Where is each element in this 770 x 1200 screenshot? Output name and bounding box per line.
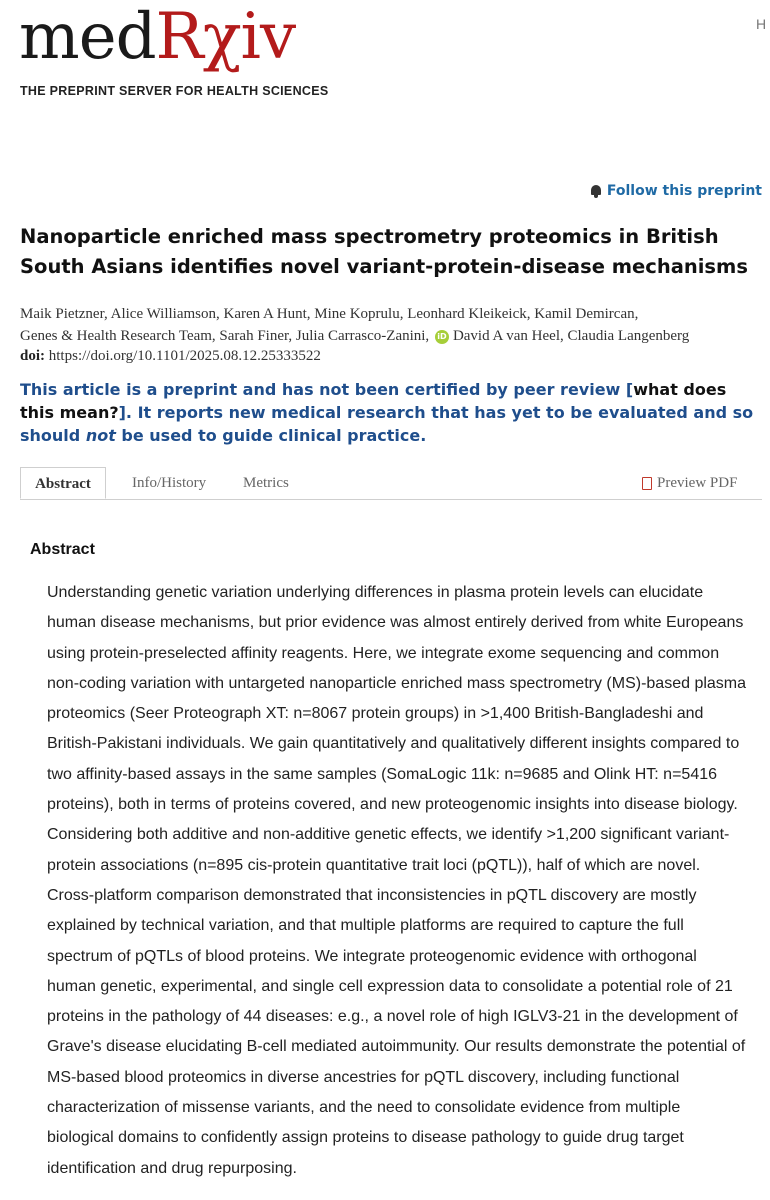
preview-pdf-link[interactable] (642, 467, 737, 499)
bell-icon (590, 184, 602, 198)
notice-part2: ]. It reports new medical research that has yet to be evaluated and so should (20, 403, 754, 445)
doi-row (20, 348, 321, 365)
doi-label: doi: (20, 348, 46, 364)
what-does-this-mean-link[interactable]: what does this mean? (20, 380, 727, 422)
site-tagline: THE PREPRINT SERVER FOR HEALTH SCIENCES (20, 84, 329, 98)
header-nav-link[interactable]: H (756, 16, 767, 32)
tab-info-history[interactable]: Info/History (132, 475, 207, 491)
notice-part1: This article is a preprint and has not been certified by peer review [ (20, 380, 634, 399)
notice-emphasis: not (85, 426, 116, 445)
logo-med: med (19, 0, 156, 74)
medrxiv-logo[interactable] (19, 2, 295, 72)
authors-line-2 (20, 325, 760, 347)
doi-link[interactable]: https://doi.org/10.1101/2025.08.12.25333522 (48, 348, 321, 364)
abstract-heading: Abstract (30, 541, 95, 558)
orcid-icon[interactable]: iD (435, 330, 449, 344)
tab-metrics[interactable]: Metrics (243, 475, 289, 491)
notice-part3: be used to guide clinical practice. (115, 426, 427, 445)
abstract-text: Understanding genetic variation underlying differences in plasma protein levels can elucidate human disease mechanisms, but prior evidence was almost entirely derived from white Europeans using protein-preselected affinity reagents. Here, we integrate exome sequencing and common non-coding variation with untargeted nanoparticle enriched mass spectrometry (MS)-based plasma proteomics (Seer Proteograph XT: n=8067 protein groups) in >1,400 British-Bangladeshi and British-Pakistani individuals. We gain quantitatively and qualitatively different insights compared to two affinity-based assays in the same samples (SomaLogic 11k: n=9685 and Olink HT: n=5416 proteins), both in terms of proteins covered, and new proteogenomic insights into disease biology. Considering both additive and non-additive genetic effects, we identify >1,200 significant variant-protein associations (n=895 cis-protein quantitative trait loci (pQTL)), half of which are novel. Cross-platform comparison demonstrated that inconsistencies in pQTL discovery are mostly explained by technical variation, and that multiple platforms are required to capture the full spectrum of pQTLs of blood proteins. We integrate proteogenomic evidence with orthogonal human genetic, experimental, and single cell expression data to consolidate a potential role of 21 proteins in the pathology of 44 diseases: e.g., a novel role of high IGLV3-21 in the development of Grave's disease elucidating B-cell mediated autoimmunity. Our results demonstrate the potential of MS-based blood proteomics in diverse ancestries for pQTL discovery, including functional characterization of missense variants, and the need to consolidate evidence from multiple biological domains to confidently assign proteins to disease pathology to guide drug target identification and drug repurposing. (47, 584, 747, 1177)
article-title: Nanoparticle enriched mass spectrometry proteomics in British South Asians identifies novel variant-protein-disease mechanisms (20, 225, 748, 278)
pdf-icon (642, 477, 652, 490)
authors-line-2a: Genes & Health Research Team, Sarah Finer, Julia Carrasco-Zanini, (20, 328, 430, 344)
preview-pdf-label: Preview PDF (657, 475, 738, 491)
author-list (20, 303, 760, 347)
logo-rxiv: Rχiv (155, 0, 296, 74)
authors-line-2b: David A van Heel, Claudia Langenberg (452, 328, 690, 344)
follow-label: Follow this preprint (606, 183, 762, 199)
peer-review-notice (20, 378, 765, 447)
tab-abstract[interactable]: Abstract (20, 467, 106, 499)
article-tabs (20, 467, 762, 500)
authors-line-1: Maik Pietzner, Alice Williamson, Karen A Hunt, Mine Koprulu, Leonhard Kleikeick, Kamil Demircan, (20, 306, 639, 322)
follow-preprint-button[interactable] (590, 183, 762, 199)
